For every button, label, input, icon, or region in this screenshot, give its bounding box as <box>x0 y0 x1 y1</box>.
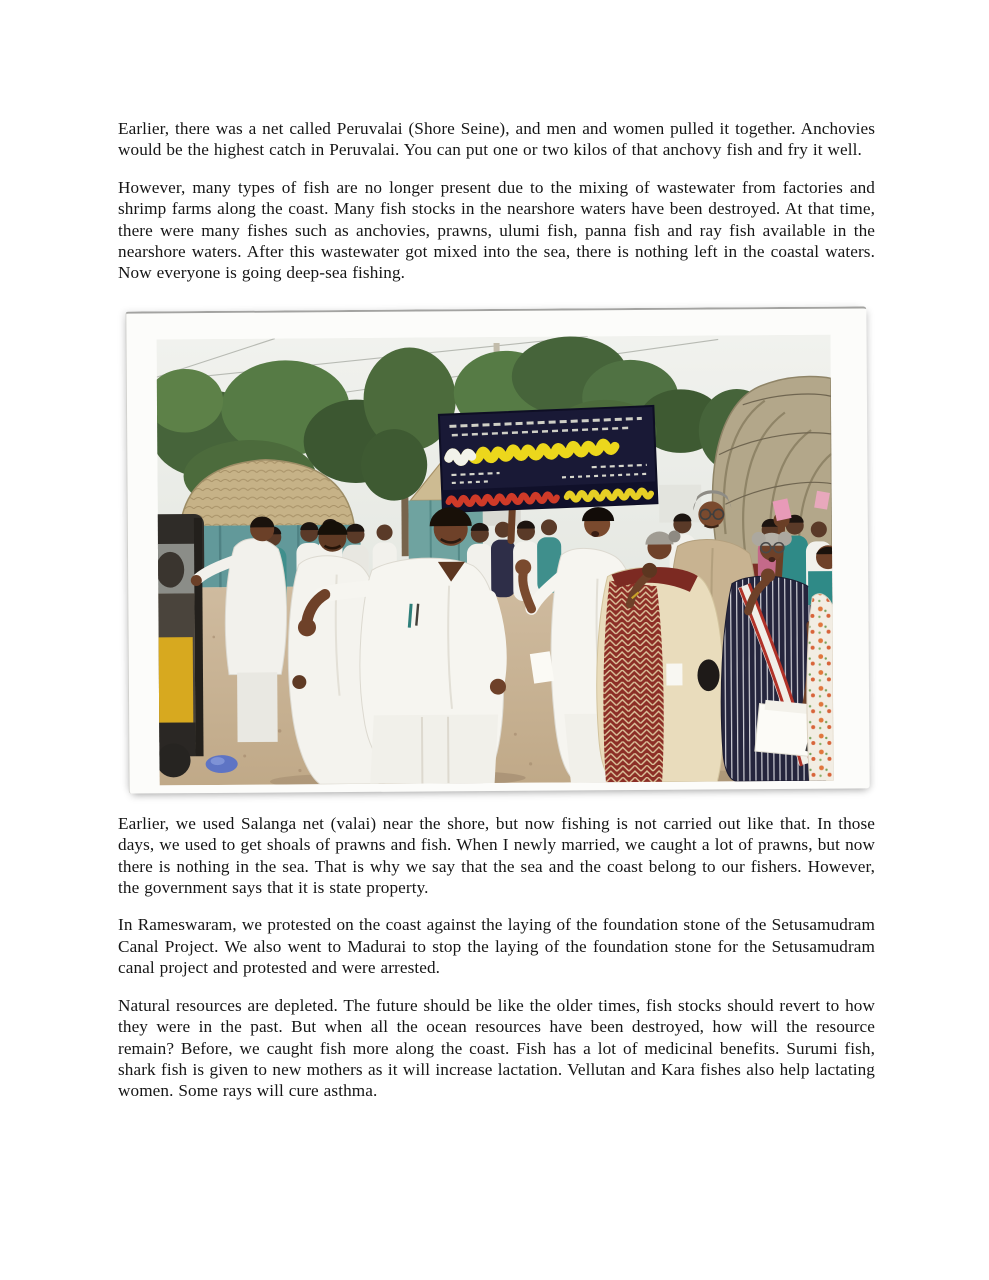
banner-red-text <box>448 494 556 505</box>
woman-floral-saree <box>806 545 834 781</box>
paragraph-rameswaram: In Rameswaram, we protested on the coast against the laying of the foundation stone of the Setusamudram Canal Project. We also went to Madurai to stop the laying of the foundation stone for the Setusamudram canal project and protested and were arrested. <box>118 915 875 978</box>
paragraph-peruvalai: Earlier, there was a net called Peruvalai (Shore Seine), and men and women pulled it together. Anchovies would be the highest catch in Peruvalai. You can put one or two kilos of that anchovy fish and fry it well. <box>118 119 875 160</box>
protest-photo-scene <box>157 335 834 786</box>
protest-photo <box>125 306 869 793</box>
auto-rickshaw <box>157 514 206 778</box>
paragraph-wastewater: However, many types of fish are no longer present due to the mixing of wastewater from factories and shrimp farms along the coast. Many fish stocks in the nearshore waters have been destroyed. At that time, there were many fishes such as anchovies, prawns, ulumi fish, panna fish and ray fish available in the nearshore waters. After this wastewater got mixed into the sea, there is nothing left in the coastal waters. Now everyone is going deep-sea fishing. <box>118 177 875 283</box>
protest-banner <box>439 406 658 512</box>
banner-yellow-text <box>567 490 651 500</box>
document-page <box>118 118 875 1118</box>
paragraph-salanga: Earlier, we used Salanga net (valai) near the shore, but now fishing is not carried out like that. In those days, we used to get shoals of prawns and fish. When I newly married, we caught a lot of prawns, but now there is nothing in the sea. That is why we say that the sea and the coast belong to our fishers. However, the government says that it is state property. <box>118 813 875 898</box>
paragraph-resources: Natural resources are depleted. The future should be like the older times, fish stocks should revert to how they were in the past. But when all the ocean resources have been destroyed, how will the resource remain? Before, we caught fish more along the coast. Fish has a lot of medicinal benefits. Surumi fish, shark fish is given to new mothers as it will increase lactation. Vellutan and Kara fishes also help lactating women. Some rays will cure asthma. <box>118 995 875 1101</box>
